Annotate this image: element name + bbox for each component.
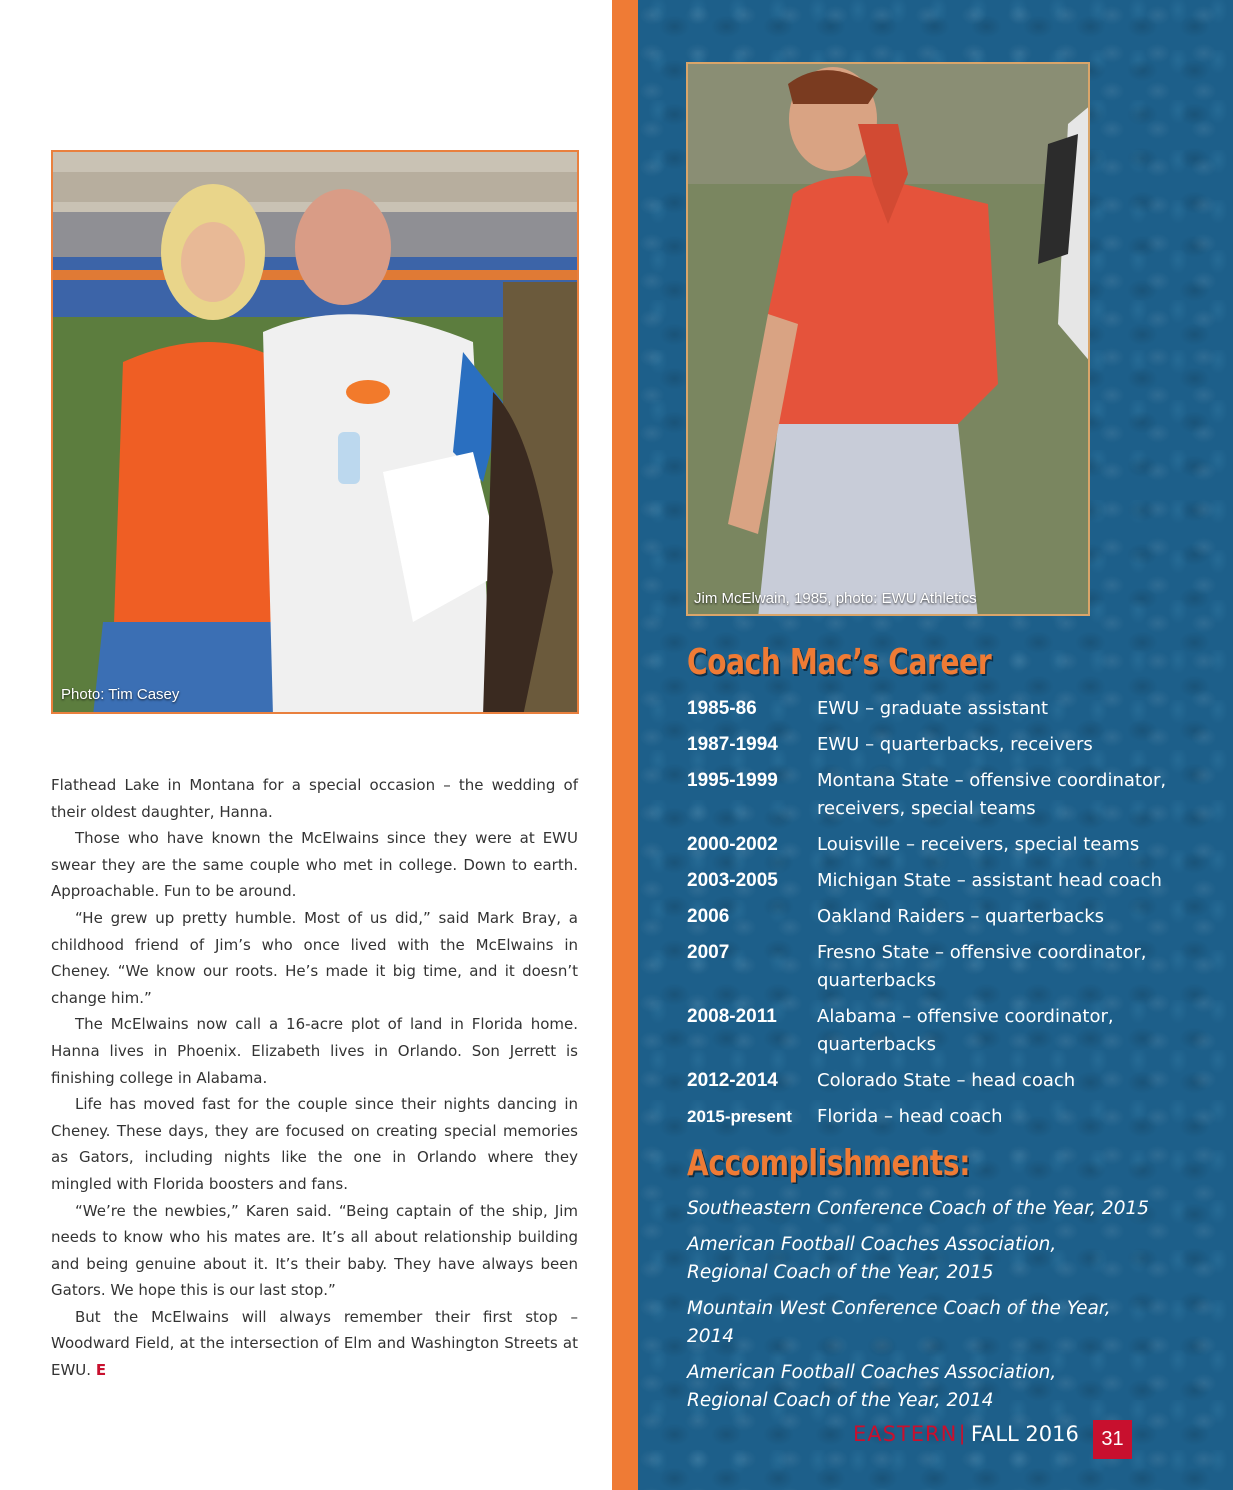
accomplishment-line: American Football Coaches Association, (687, 1234, 1057, 1255)
photo-coach-1985 (686, 62, 1090, 616)
career-year: 2006 (687, 906, 730, 927)
career-year: 2007 (687, 942, 730, 963)
article-paragraph: The McElwains now call a 16-acre plot of land in Florida home. Hanna lives in Phoenix. Elizabeth lives in Orlando. Son Jerrett is finishing college in Alabama. (51, 1015, 578, 1087)
article-body (51, 772, 578, 1384)
accomplishment-line: Southeastern Conference Coach of the Year, 2015 (687, 1198, 1150, 1219)
accomplishment-line: Regional Coach of the Year, 2015 (687, 1262, 994, 1283)
career-year: 1987-1994 (687, 734, 778, 755)
footer-separator: | (959, 1422, 965, 1445)
career-row (687, 903, 1187, 931)
career-role: Louisville – receivers, special teams (817, 834, 1140, 855)
article-paragraph-last (51, 1304, 578, 1384)
career-role: Oakland Raiders – quarterbacks (817, 906, 1105, 927)
accomplishment-item (687, 1195, 1157, 1223)
photo-left-caption: Photo: Tim Casey (61, 686, 180, 703)
career-role: Michigan State – assistant head coach (817, 870, 1162, 891)
accomplishment-item (687, 1231, 1157, 1287)
photo-coach-illustration (688, 64, 1090, 616)
article-paragraph: “We’re the newbies,” Karen said. “Being captain of the ship, Jim needs to know who his mates are. It’s all about relationship building and being genuine about it. It’s their baby. They have always been Gators. We hope this is our last stop.” (51, 1201, 578, 1300)
career-role: Montana State – offensive coordinator, receivers, special teams (817, 770, 1167, 819)
accomplishments-title: Accomplishments: (687, 1143, 971, 1184)
career-year: 1995-1999 (687, 770, 778, 791)
photo-couple-stadium (51, 150, 579, 714)
career-role: Colorado State – head coach (817, 1070, 1076, 1091)
article-paragraph: Those who have known the McElwains since they were at EWU swear they are the same couple who met in college. Down to earth. Approachable. Fun to be around. (51, 829, 578, 901)
career-row (687, 767, 1187, 823)
photo-couple-illustration (53, 152, 579, 714)
accomplishment-item (687, 1295, 1157, 1351)
orange-divider-bar (612, 0, 638, 1490)
career-row (687, 939, 1187, 995)
page-footer (853, 1422, 1079, 1446)
issue-label: FALL 2016 (970, 1422, 1079, 1446)
article-paragraph: Flathead Lake in Montana for a special occasion – the wedding of their oldest daughter, Hanna. (51, 776, 578, 821)
end-mark: E (95, 1361, 107, 1380)
career-row (687, 695, 1187, 723)
article-paragraph: Life has moved fast for the couple since their nights dancing in Cheney. These days, they are focused on creating special memories as Gators, including nights like the one in Orlando where they mingled with Florida boosters and fans. (51, 1095, 578, 1193)
career-row (687, 831, 1187, 859)
career-role: Fresno State – offensive coordinator, quarterbacks (817, 942, 1147, 991)
career-list (687, 695, 1187, 1139)
accomplishment-line: Regional Coach of the Year, 2014 (687, 1390, 994, 1411)
career-row (687, 1103, 1187, 1131)
career-row (687, 1067, 1187, 1095)
career-year: 2015-present (687, 1107, 792, 1126)
photo-right-caption: Jim McElwain, 1985, photo: EWU Athletics (694, 590, 977, 607)
page-number: 31 (1093, 1420, 1132, 1459)
magazine-brand: EASTERN (853, 1422, 958, 1446)
accomplishment-line: Mountain West Conference Coach of the Year, 2014 (687, 1298, 1111, 1347)
career-role: EWU – graduate assistant (817, 698, 1049, 719)
career-year: 2012-2014 (687, 1070, 778, 1091)
career-year: 2008-2011 (687, 1006, 777, 1027)
accomplishments-list (687, 1195, 1157, 1423)
career-row (687, 731, 1187, 759)
career-role: Alabama – offensive coordinator, quarterbacks (817, 1006, 1114, 1055)
career-year: 2003-2005 (687, 870, 778, 891)
career-role: EWU – quarterbacks, receivers (817, 734, 1093, 755)
article-paragraph-text: But the McElwains will always remember their first stop – Woodward Field, at the intersection of Elm and Washington Streets at EWU. (51, 1307, 578, 1380)
career-year: 1985-86 (687, 698, 757, 719)
accomplishment-item (687, 1359, 1157, 1415)
career-row (687, 1003, 1187, 1059)
career-title: Coach Mac’s Career (687, 642, 992, 683)
article-paragraph: “He grew up pretty humble. Most of us did,” said Mark Bray, a childhood friend of Jim’s who once lived with the McElwains in Cheney. “We know our roots. He’s made it big time, and it doesn’t change him.” (51, 908, 578, 1007)
career-year: 2000-2002 (687, 834, 778, 855)
career-row (687, 867, 1187, 895)
accomplishment-line: American Football Coaches Association, (687, 1362, 1057, 1383)
career-role: Florida – head coach (817, 1106, 1003, 1127)
